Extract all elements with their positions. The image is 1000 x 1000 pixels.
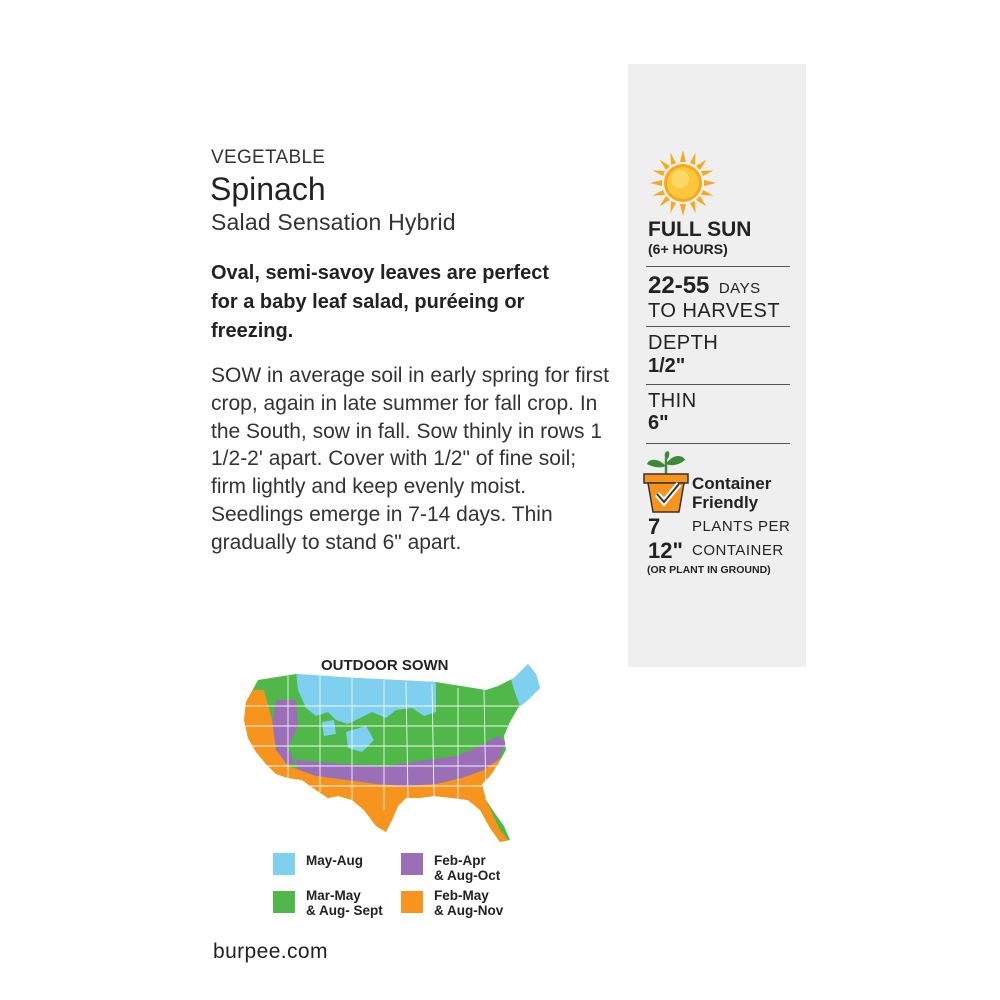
legend-label-feb-apr: Feb-Apr & Aug-Oct xyxy=(434,853,501,883)
legend-swatch-feb-apr xyxy=(401,853,423,875)
divider xyxy=(646,443,790,444)
legend-swatch-may-aug xyxy=(273,853,295,875)
sun-requirement: FULL SUN xyxy=(648,218,752,241)
plants-per-label: PLANTS PER xyxy=(692,518,791,535)
us-planting-zone-map xyxy=(236,660,546,850)
harvest-days: 22-55 xyxy=(648,272,710,299)
potted-plant-icon xyxy=(642,450,690,514)
container-line-2: Friendly xyxy=(692,493,759,512)
depth-label: DEPTH xyxy=(648,332,719,354)
legend-label-mar-may: Mar-May & Aug- Sept xyxy=(306,888,383,918)
legend-swatch-mar-may xyxy=(273,891,295,913)
legend-label-may-aug: May-Aug xyxy=(306,853,363,868)
days-to-harvest xyxy=(648,272,790,300)
summary-text: Oval, semi-savoy leaves are perfect for a baby leaf salad, puréeing or freezing. xyxy=(211,262,549,342)
container-size: 12" xyxy=(648,538,683,563)
sowing-instructions: SOW in average soil in early spring for first crop, again in late summer for fall crop. In the South, sow in fall. Sow thinly in rows 1 1/2-2' apart. Cover with 1/2" of fine soil; firm lightly and keep evenly moist. Seedlings emerge in 7-14 days. Thin gradually to stand 6" apart. xyxy=(211,364,609,554)
category-label: VEGETABLE xyxy=(211,147,326,168)
divider xyxy=(646,384,790,385)
sun-hours: (6+ HOURS) xyxy=(648,241,728,257)
thin-label: THIN xyxy=(648,390,697,412)
legend-label-feb-may: Feb-May & Aug-Nov xyxy=(434,888,504,918)
map-title: OUTDOOR SOWN xyxy=(321,657,449,674)
legend-swatch-feb-may xyxy=(401,891,423,913)
divider xyxy=(646,266,790,267)
divider xyxy=(646,326,790,327)
container-label: CONTAINER xyxy=(692,542,784,559)
harvest-days-unit: DAYS xyxy=(718,280,761,297)
depth-value: 1/2" xyxy=(648,355,686,377)
container-line-1: Container xyxy=(692,474,772,493)
growing-info-panel xyxy=(628,64,806,667)
thin-value: 6" xyxy=(648,412,669,434)
website-link[interactable]: burpee.com xyxy=(213,940,328,963)
container-note: (OR PLANT IN GROUND) xyxy=(647,564,771,576)
container-friendly-label xyxy=(692,474,792,512)
page-title: Spinach xyxy=(210,171,326,207)
harvest-label: TO HARVEST xyxy=(648,300,781,322)
sun-icon xyxy=(648,148,718,218)
variety-name: Salad Sensation Hybrid xyxy=(211,209,456,235)
plants-count: 7 xyxy=(648,514,661,539)
